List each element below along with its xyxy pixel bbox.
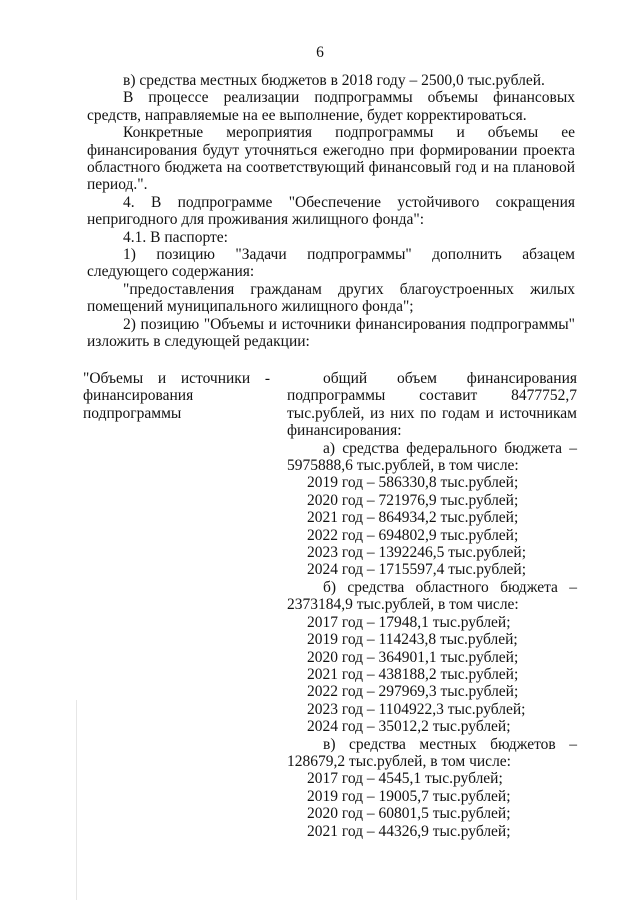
list-item: 2020 год – 721976,9 тыс.рублей; [307,491,519,509]
list-item: 2022 год – 297969,3 тыс.рублей; [307,683,519,701]
list-item: 2021 год – 438188,2 тыс.рублей; [307,665,519,683]
list-item: 2020 год – 364901,1 тыс.рублей; [307,648,519,666]
list-item: 2024 год – 35012,2 тыс.рублей; [307,718,511,736]
paragraph-funding-adjustment: В процессе реализации подпрограммы объемы финансовых средств, направляемые на ее выполнение, будет корректироваться. [87,89,575,124]
paragraph-annual-clarification: Конкретные мероприятия подпрограммы и объемы ее финансирования будут уточняться ежегодно при формировании проекта областного бюджета на соответствующий финансовый год и на плановой период.". [87,124,575,194]
list-item: 2019 год – 19005,7 тыс.рублей; [307,787,511,805]
paragraph-funding-position: 2) позицию "Объемы и источники финансирования подпрограммы" изложить в следующей редакции: [87,315,575,351]
margin-rule [76,700,77,900]
paragraph-item-4-1: 4.1. В паспорте: [123,228,228,246]
table-left-cell: "Объемы и источники - финансирования подпрограммы [83,370,270,422]
body-text [87,72,575,351]
local-years-list [287,770,577,840]
paragraph-item-4: 4. В подпрограмме "Обеспечение устойчивого сокращения непригодного для проживания жилищного фонда": [87,193,575,229]
list-item: 2020 год – 60801,5 тыс.рублей; [307,805,511,823]
list-item: 2024 год – 1715597,4 тыс.рублей; [307,561,527,579]
list-item: 2019 год – 586330,8 тыс.рублей; [307,474,519,492]
paragraph-local-budget-2018: в) средства местных бюджетов в 2018 году – 2500,0 тыс.рублей. [123,72,545,89]
regional-years-list [287,614,577,736]
list-item: 2021 год – 864934,2 тыс.рублей; [307,509,519,527]
local-budget-heading: в) средства местных бюджетов – 128679,2 тыс.рублей, в том числе: [287,735,577,770]
list-item: 2017 год – 4545,1 тыс.рублей; [307,770,503,788]
list-item: 2022 год – 694802,9 тыс.рублей; [307,526,519,544]
federal-years-list [287,474,577,578]
table-right-cell [287,370,577,840]
list-item: 2017 год – 17948,1 тыс.рублей; [307,613,511,631]
list-item: 2021 год – 44326,9 тыс.рублей; [307,822,511,840]
regional-budget-heading: б) средства областного бюджета – 2373184,9 тыс.рублей, в том числе: [287,578,577,614]
list-item: 2023 год – 1392246,5 тыс.рублей; [307,544,527,562]
paragraph-tasks-position: 1) позицию "Задачи подпрограммы" дополнить абзацем следующего содержания: [87,246,575,281]
page-number: 6 [316,44,324,61]
federal-budget-heading: а) средства федерального бюджета – 5975888,6 тыс.рублей, в том числе: [287,439,577,475]
list-item: 2019 год – 114243,8 тыс.рублей; [307,631,518,649]
funding-intro: общий объем финансирования подпрограммы составит 8477752,7 тыс.рублей, из них по годам и источникам финансирования: [287,370,577,440]
list-item: 2023 год – 1104922,3 тыс.рублей; [307,700,526,718]
paragraph-housing-provision: "предоставления гражданам других благоустроенных жилых помещений муниципального жилищного фонда"; [87,280,575,316]
